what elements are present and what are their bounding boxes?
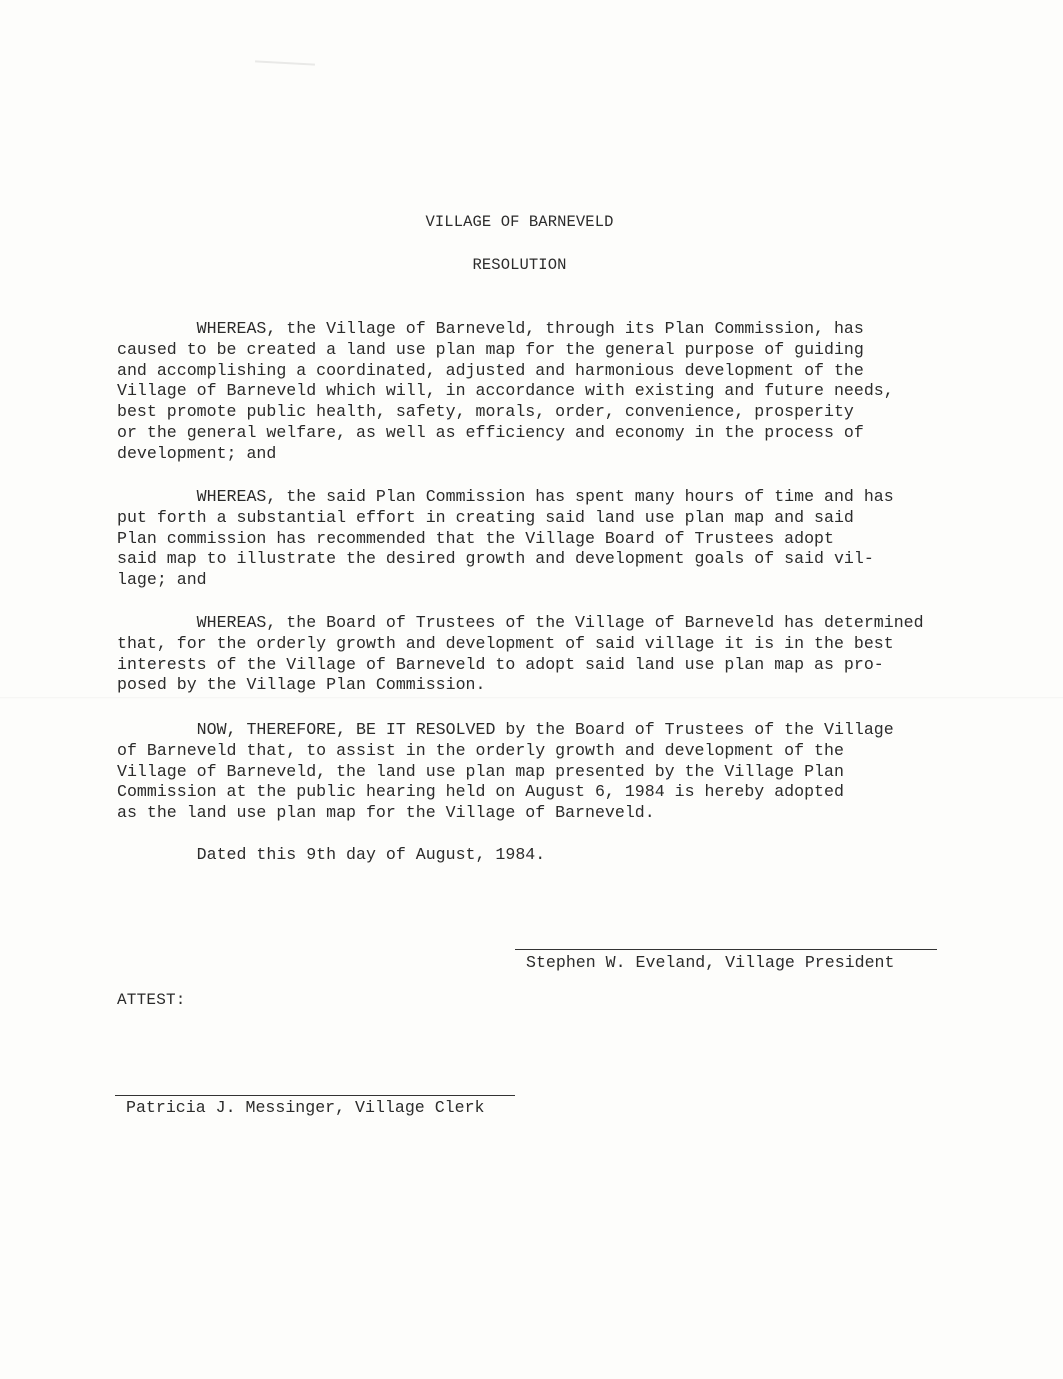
document-subtitle: RESOLUTION [472,256,567,274]
whereas-paragraph-1: WHEREAS, the Village of Barneveld, through its Plan Commission, has caused to be created a land use plan map for the general purpose of guiding and accomplishing a coordinated, adjusted and harmonious development of the Village of Barneveld which will, in accordance with existing and future needs, best promote public health, safety, morals, order, convenience, prosperity or the general welfare, as well as efficiency and economy in the process of development; and [117,319,894,463]
dated-line: Dated this 9th day of August, 1984. [117,845,546,864]
clerk-name: Patricia J. Messinger, Village Clerk [126,1098,485,1117]
attest-label: ATTEST: [117,991,186,1009]
paper-fold [0,697,1063,699]
document-title: VILLAGE OF BARNEVELD [425,213,614,231]
whereas-paragraph-2: WHEREAS, the said Plan Commission has spent many hours of time and has put forth a substantial effort in creating said land use plan map and said Plan commission has recommended that the Village Board of Trustees adopt said map to illustrate the desired growth and development goals of said vil- lage; and [117,487,894,590]
whereas-paragraph-3: WHEREAS, the Board of Trustees of the Village of Barneveld has determined that, for the orderly growth and development of said village it is in the best interests of the Village of Barneveld to adopt said land use plan map as pro- posed by the Village Plan Commission. [117,613,924,695]
paper-mark [255,60,315,65]
clerk-signature-line [115,1095,515,1096]
resolved-paragraph: NOW, THEREFORE, BE IT RESOLVED by the Board of Trustees of the Village of Barneveld that, to assist in the orderly growth and development of the Village of Barneveld, the land use plan map presented by the Village Plan Commission at the public hearing held on August 6, 1984 is hereby adopted as the land use plan map for the Village of Barneveld. [117,720,894,823]
president-name: Stephen W. Eveland, Village President [526,953,895,972]
president-signature-line [515,949,937,950]
